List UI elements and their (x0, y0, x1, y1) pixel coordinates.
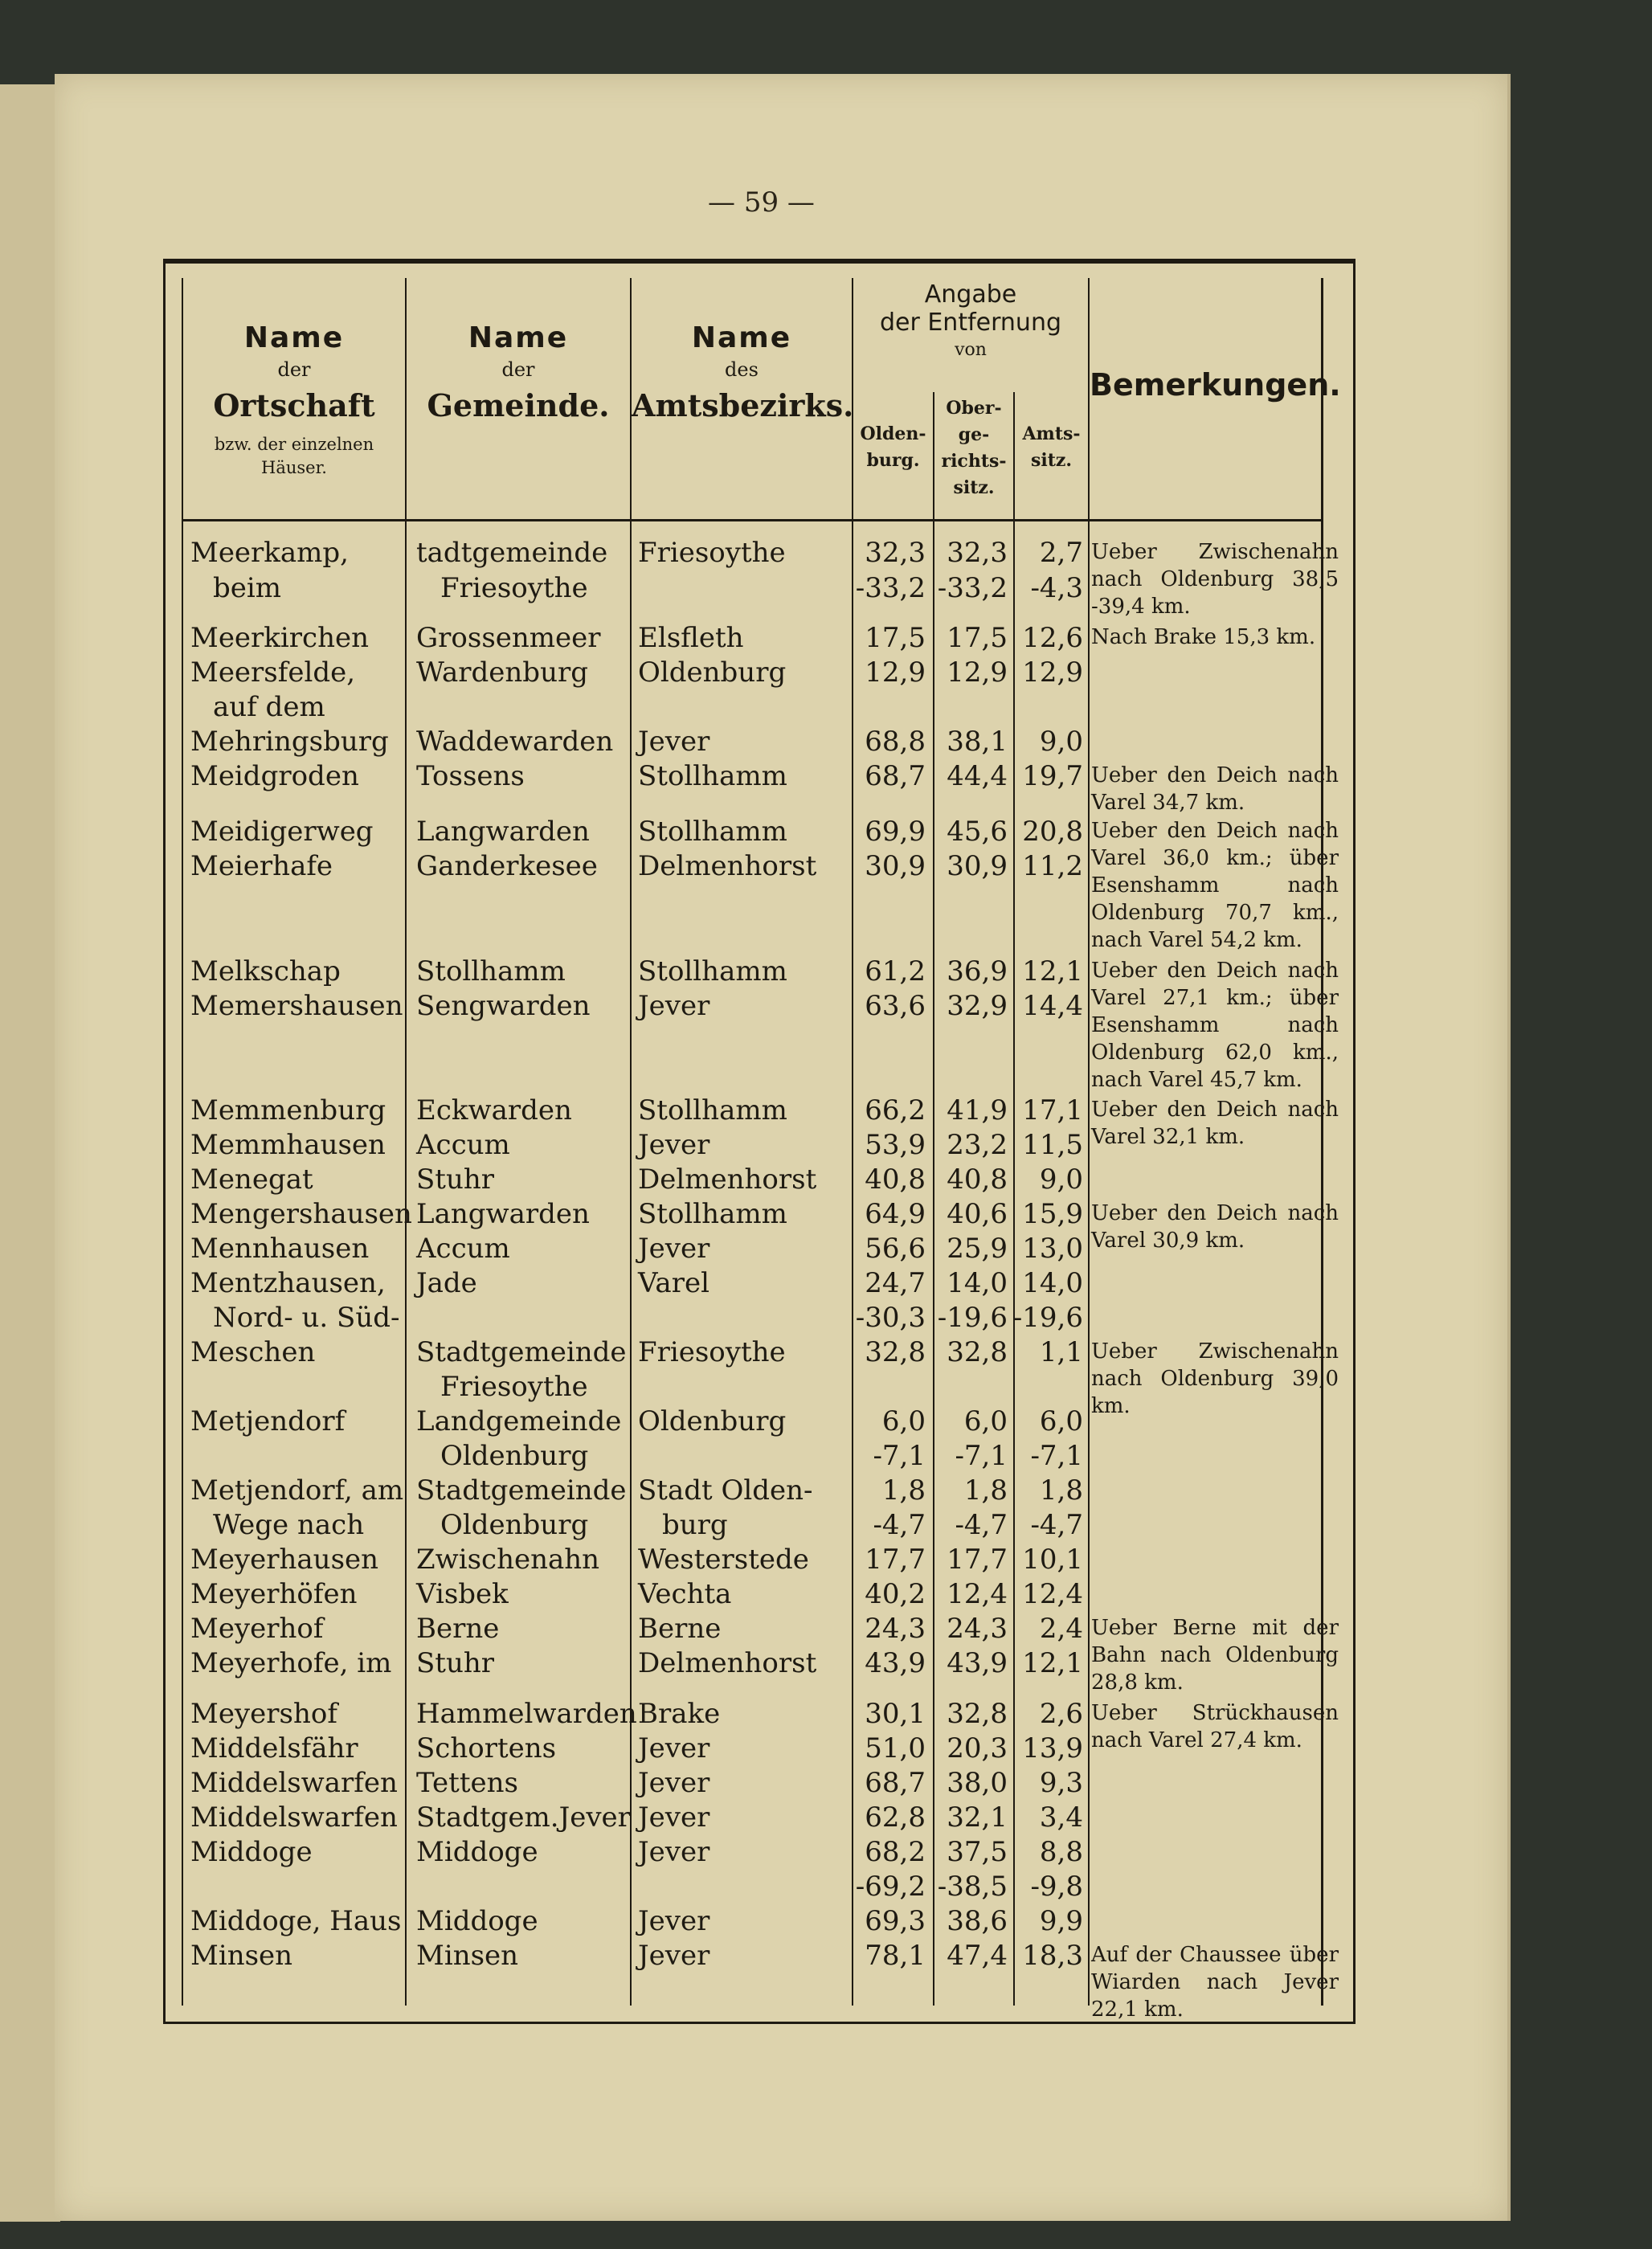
table-cell-d2: 12,4 (947, 1578, 1008, 1610)
col-line-1 (405, 278, 407, 2006)
col-line-6 (1088, 278, 1090, 2006)
table-cell-a: Oldenburg (638, 1405, 787, 1437)
table-cell-d1: 12,9 (865, 656, 926, 689)
remark-text: Ueber Strückhausen nach Varel 27,4 km. (1091, 1701, 1339, 1752)
table-cell-a: burg (662, 1509, 728, 1541)
table-cell-g: Tettens (416, 1767, 518, 1799)
table-cell-d1: -4,7 (873, 1509, 926, 1541)
table-cell-d2: 32,8 (947, 1698, 1008, 1730)
table-cell-o: Meersfelde, (190, 656, 356, 689)
table-cell-d2: -7,1 (955, 1440, 1008, 1472)
table-cell-d1: 30,9 (865, 850, 926, 882)
table-cell-d1: 51,0 (865, 1732, 926, 1764)
table-cell-o: Wege nach (213, 1509, 365, 1541)
table-cell-g: Sengwarden (416, 990, 591, 1022)
table-cell-d1: 24,7 (865, 1267, 926, 1299)
table-cell-d1: -30,3 (855, 1302, 926, 1334)
table-cell-d3: 1,8 (1039, 1474, 1083, 1507)
table-cell-d2: 6,0 (963, 1405, 1008, 1437)
header-amtssitz: Amts-sitz. (1022, 423, 1081, 471)
table-cell-d2: 44,4 (947, 760, 1008, 792)
table-cell-g: tadtgemeinde (416, 537, 608, 569)
table-cell-o: beim (213, 572, 281, 604)
table-cell-o: Melkschap (190, 955, 341, 988)
table-cell-o: Meidgroden (190, 760, 359, 792)
table-cell-d3: 14,0 (1022, 1267, 1083, 1299)
table-cell-d1: 30,1 (865, 1698, 926, 1730)
table-cell-g: Middoge (416, 1836, 538, 1868)
table-cell-a: Stollhamm (638, 1198, 787, 1230)
remark-text: Ueber den Deich nach Varel 36,0 km.; über Esenshamm nach Oldenburg 70,7 km., nach Varel 54,2 km. (1091, 819, 1339, 952)
table-cell-g: Wardenburg (416, 656, 588, 689)
table-cell-d3: 1,1 (1039, 1336, 1083, 1368)
table-cell-d2: 41,9 (947, 1094, 1008, 1127)
table-cell-g: Friesoythe (440, 1371, 588, 1403)
table-cell-d2: 12,9 (947, 656, 1008, 689)
table-cell-a: Delmenhorst (638, 850, 817, 882)
table-cell-g: Minsen (416, 1940, 519, 1972)
table-cell-g: Ganderkesee (416, 850, 598, 882)
table-cell-d1: 1,8 (881, 1474, 926, 1507)
table-cell-d1: 78,1 (865, 1940, 926, 1972)
table-cell-g: Stadtgemeinde (416, 1474, 627, 1507)
table-cell-d3: 9,0 (1039, 726, 1083, 758)
table-cell-o: Meyerhausen (190, 1544, 379, 1576)
col-line-2 (630, 278, 632, 2006)
table-cell-d3: 11,2 (1022, 850, 1083, 882)
table-cell-d3: 18,3 (1022, 1940, 1083, 1972)
table-cell-o: Meerkamp, (190, 537, 349, 569)
table-cell-d2: 38,6 (947, 1905, 1008, 1937)
remark-text: Ueber den Deich nach Varel 27,1 km.; über Esenshamm nach Oldenburg 62,0 km., nach Varel 45,7 km. (1091, 959, 1339, 1092)
table-cell-d2: 32,9 (947, 990, 1008, 1022)
table-cell-d3: 2,4 (1039, 1613, 1083, 1645)
table-cell-o: Middelswarfen (190, 1767, 398, 1799)
table-cell-d3: -4,7 (1030, 1509, 1083, 1541)
table-cell-o: Meidigerweg (190, 816, 374, 848)
table-cell-d3: 10,1 (1022, 1544, 1083, 1576)
remark-text: Ueber Zwischenahn nach Oldenburg 39,0 km. (1091, 1339, 1339, 1418)
table-cell-d1: 6,0 (881, 1405, 926, 1437)
table-cell-d2: 45,6 (947, 816, 1008, 848)
table-cell-d2: 25,9 (947, 1233, 1008, 1265)
table-cell-d3: 12,1 (1022, 955, 1083, 988)
table-cell-d2: 24,3 (947, 1613, 1008, 1645)
table-cell-d3: 6,0 (1039, 1405, 1083, 1437)
table-cell-d2: 23,2 (947, 1129, 1008, 1161)
col-line-0 (182, 278, 183, 2006)
table-cell-a: Jever (638, 1836, 710, 1868)
table-cell-g: Friesoythe (440, 572, 588, 604)
table-cell-a: Jever (638, 1767, 710, 1799)
table-cell-d2: -19,6 (937, 1302, 1008, 1334)
table-cell-o: Minsen (190, 1940, 293, 1972)
table-cell-o: Mehringsburg (190, 726, 389, 758)
table-cell-o: Memmhausen (190, 1129, 386, 1161)
table-cell-a: Stollhamm (638, 816, 787, 848)
table-cell-a: Friesoythe (638, 537, 786, 569)
table-cell-d3: 9,9 (1039, 1905, 1083, 1937)
table-cell-g: Grossenmeer (416, 622, 601, 654)
table-cell-o: Memmenburg (190, 1094, 386, 1127)
table-cell-d3: 11,5 (1022, 1129, 1083, 1161)
table-cell-o: Metjendorf, am (190, 1474, 404, 1507)
header-oldenburg: Olden-burg. (860, 423, 926, 471)
table-cell-d2: 17,5 (947, 622, 1008, 654)
table-cell-d1: -69,2 (855, 1871, 926, 1903)
table-cell-g: Jade (416, 1267, 477, 1299)
table-cell-d1: -7,1 (873, 1440, 926, 1472)
table-cell-g: Zwischenahn (416, 1544, 600, 1576)
table-cell-d3: 15,9 (1022, 1198, 1083, 1230)
table-cell-o: auf dem (213, 691, 325, 723)
table-cell-a: Jever (638, 1129, 710, 1161)
table-cell-d3: 12,1 (1022, 1647, 1083, 1679)
table-cell-g: Landgemeinde (416, 1405, 622, 1437)
table-cell-o: Meyerhof (190, 1613, 324, 1645)
table-cell-d3: 13,0 (1022, 1233, 1083, 1265)
header-obergericht: Ober-ge-richts-sitz. (941, 398, 1007, 498)
table-cell-d3: 3,4 (1039, 1801, 1083, 1834)
header-gemeinde: Name der Gemeinde. (427, 321, 610, 423)
table-cell-o: Middoge, Haus (190, 1905, 402, 1937)
table-cell-a: Berne (638, 1613, 722, 1645)
table-cell-a: Varel (638, 1267, 709, 1299)
table-cell-d1: 66,2 (865, 1094, 926, 1127)
table-cell-d2: 40,6 (947, 1198, 1008, 1230)
table-cell-a: Jever (638, 1940, 710, 1972)
table-cell-d1: 64,9 (865, 1198, 926, 1230)
table-cell-d1: 17,5 (865, 622, 926, 654)
remark-text: Ueber den Deich nach Varel 30,9 km. (1091, 1201, 1339, 1253)
table-cell-a: Jever (638, 1233, 710, 1265)
table-cell-a: Delmenhorst (638, 1163, 817, 1196)
table-cell-o: Mentzhausen, (190, 1267, 386, 1299)
table-cell-a: Westerstede (638, 1544, 809, 1576)
table-cell-a: Friesoythe (638, 1336, 786, 1368)
table-cell-d2: -4,7 (955, 1509, 1008, 1541)
table-cell-g: Eckwarden (416, 1094, 572, 1127)
page-number: — 59 — (708, 186, 815, 219)
table-cell-a: Oldenburg (638, 656, 787, 689)
table-cell-g: Stadtgemeinde (416, 1336, 627, 1368)
table-cell-d3: 20,8 (1022, 816, 1083, 848)
table-cell-d1: 62,8 (865, 1801, 926, 1834)
table-cell-o: Mennhausen (190, 1233, 370, 1265)
table-cell-a: Jever (638, 1732, 710, 1764)
table-cell-o: Middelsfähr (190, 1732, 358, 1764)
table-cell-d3: -7,1 (1030, 1440, 1083, 1472)
remark-text: Ueber den Deich nach Varel 32,1 km. (1091, 1098, 1339, 1149)
table-cell-g: Stadtgem.Jever (416, 1801, 631, 1834)
table-cell-d1: 68,7 (865, 760, 926, 792)
table-cell-d3: -9,8 (1030, 1871, 1083, 1903)
table-cell-d3: 2,7 (1039, 537, 1083, 569)
table-cell-d3: 13,9 (1022, 1732, 1083, 1764)
table-cell-d2: 1,8 (963, 1474, 1008, 1507)
table-cell-g: Middoge (416, 1905, 538, 1937)
table-cell-d1: -33,2 (855, 572, 926, 604)
table-cell-a: Stollhamm (638, 760, 787, 792)
table-cell-o: Meyerhöfen (190, 1578, 358, 1610)
table-cell-o: Middoge (190, 1836, 313, 1868)
table-cell-g: Accum (416, 1129, 510, 1161)
table-cell-a: Jever (638, 990, 710, 1022)
table-cell-d2: -38,5 (937, 1871, 1008, 1903)
table-cell-a: Elsfleth (638, 622, 744, 654)
table-cell-g: Waddewarden (416, 726, 614, 758)
table-cell-d1: 56,6 (865, 1233, 926, 1265)
table-cell-d3: -4,3 (1030, 572, 1083, 604)
table-cell-d2: 36,9 (947, 955, 1008, 988)
table-cell-o: Mengershausen (190, 1198, 412, 1230)
table-cell-g: Stuhr (416, 1163, 495, 1196)
table-cell-o: Meerkirchen (190, 622, 369, 654)
table-cell-d3: 9,0 (1039, 1163, 1083, 1196)
table-cell-d1: 69,9 (865, 816, 926, 848)
table-cell-g: Langwarden (416, 816, 590, 848)
table-cell-a: Stollhamm (638, 1094, 787, 1127)
table-cell-d1: 40,2 (865, 1578, 926, 1610)
table-cell-d3: 8,8 (1039, 1836, 1083, 1868)
table-cell-a: Stadt Olden- (638, 1474, 813, 1507)
header-entfernung: Angabe der Entfernung von (879, 280, 1061, 360)
table-cell-a: Brake (638, 1698, 721, 1730)
table-cell-a: Stollhamm (638, 955, 787, 988)
table-cell-o: Meyershof (190, 1698, 337, 1730)
table-cell-d1: 17,7 (865, 1544, 926, 1576)
table-cell-g: Tossens (416, 760, 525, 792)
table-cell-g: Oldenburg (440, 1440, 589, 1472)
header-rule (182, 519, 1321, 521)
table-cell-o: Meschen (190, 1336, 316, 1368)
table-cell-d1: 68,8 (865, 726, 926, 758)
table-cell-d1: 32,3 (865, 537, 926, 569)
table-cell-o: Meyerhofe, im (190, 1647, 392, 1679)
header-amtsbezirk: Name des Amtsbezirks. (632, 321, 854, 423)
table-cell-a: Vechta (638, 1578, 732, 1610)
table-cell-d3: 9,3 (1039, 1767, 1083, 1799)
table-cell-g: Stollhamm (416, 955, 566, 988)
table-cell-d1: 53,9 (865, 1129, 926, 1161)
remark-text: Ueber Zwischenahn nach Oldenburg 38,5 -39,4 km. (1091, 540, 1339, 619)
header-bemerkungen: Bemerkungen. (1090, 367, 1341, 403)
table-cell-d2: 30,9 (947, 850, 1008, 882)
remark-text: Ueber den Deich nach Varel 34,7 km. (1091, 763, 1339, 815)
header-ortschaft: Name der Ortschaft bzw. der einzelnen Häuser. (213, 321, 375, 478)
table-cell-d1: 43,9 (865, 1647, 926, 1679)
table-cell-g: Visbek (416, 1578, 509, 1610)
table-cell-d1: 40,8 (865, 1163, 926, 1196)
remark-text: Ueber Berne mit der Bahn nach Oldenburg 28,8 km. (1091, 1616, 1339, 1695)
table-cell-o: Metjendorf (190, 1405, 346, 1437)
table-cell-d1: 24,3 (865, 1613, 926, 1645)
table-cell-g: Berne (416, 1613, 500, 1645)
remark-text: Auf der Chaussee über Wiarden nach Jever 22,1 km. (1091, 1943, 1339, 2022)
table-cell-d2: 32,1 (947, 1801, 1008, 1834)
table-cell-d2: 17,7 (947, 1544, 1008, 1576)
table-cell-d2: 43,9 (947, 1647, 1008, 1679)
table-cell-g: Schortens (416, 1732, 557, 1764)
table-cell-d2: 40,8 (947, 1163, 1008, 1196)
table-cell-d2: 38,0 (947, 1767, 1008, 1799)
table-cell-d3: -19,6 (1012, 1302, 1083, 1334)
table-cell-g: Hammelwarden (416, 1698, 637, 1730)
remark-text: Nach Brake 15,3 km. (1091, 625, 1316, 649)
table-cell-d1: 32,8 (865, 1336, 926, 1368)
table-cell-d2: 37,5 (947, 1836, 1008, 1868)
table-cell-d2: 32,8 (947, 1336, 1008, 1368)
table-cell-d3: 12,6 (1022, 622, 1083, 654)
table-cell-d2: 14,0 (947, 1267, 1008, 1299)
table-cell-o: Meierhafe (190, 850, 333, 882)
table-cell-d1: 63,6 (865, 990, 926, 1022)
table-cell-o: Middelswarfen (190, 1801, 398, 1834)
table-cell-d3: 19,7 (1022, 760, 1083, 792)
table-cell-d2: 47,4 (947, 1940, 1008, 1972)
table-cell-d2: -33,2 (937, 572, 1008, 604)
table-cell-d3: 2,6 (1039, 1698, 1083, 1730)
table-cell-d3: 14,4 (1022, 990, 1083, 1022)
table-cell-g: Accum (416, 1233, 510, 1265)
table-cell-a: Delmenhorst (638, 1647, 817, 1679)
table-cell-d3: 12,9 (1022, 656, 1083, 689)
table-cell-a: Jever (638, 1905, 710, 1937)
table-cell-o: Nord- u. Süd- (213, 1302, 400, 1334)
table-cell-d3: 17,1 (1022, 1094, 1083, 1127)
table-cell-o: Menegat (190, 1163, 313, 1196)
table-cell-d1: 68,7 (865, 1767, 926, 1799)
table-cell-d3: 12,4 (1022, 1578, 1083, 1610)
table-cell-d2: 38,1 (947, 726, 1008, 758)
table-cell-d1: 68,2 (865, 1836, 926, 1868)
table-cell-g: Stuhr (416, 1647, 495, 1679)
left-page-edge (0, 84, 60, 2222)
table-cell-d2: 32,3 (947, 537, 1008, 569)
table-cell-g: Langwarden (416, 1198, 590, 1230)
table-cell-g: Oldenburg (440, 1509, 589, 1541)
table-cell-o: Memershausen (190, 990, 403, 1022)
table-cell-d1: 61,2 (865, 955, 926, 988)
table-cell-a: Jever (638, 1801, 710, 1834)
table-cell-d2: 20,3 (947, 1732, 1008, 1764)
table-cell-a: Jever (638, 726, 710, 758)
table-cell-d1: 69,3 (865, 1905, 926, 1937)
